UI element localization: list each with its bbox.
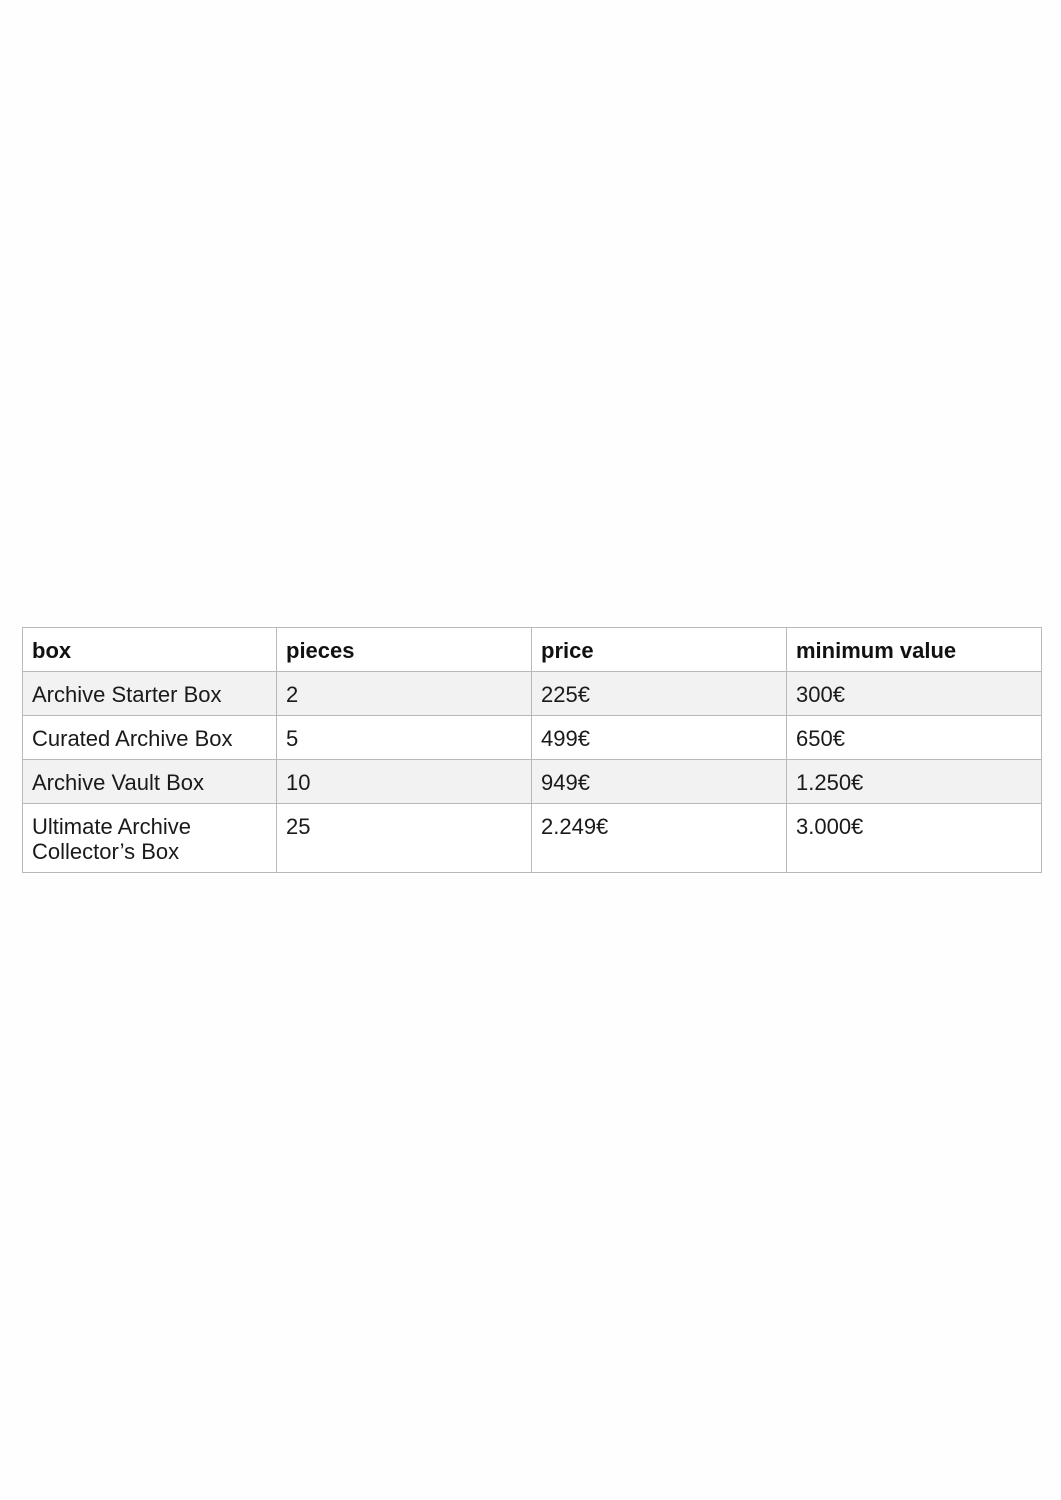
header-box: box bbox=[23, 628, 277, 672]
cell-price: 2.249€ bbox=[532, 804, 787, 873]
cell-minimum-value: 1.250€ bbox=[787, 760, 1042, 804]
cell-box: Ultimate Archive Collector’s Box bbox=[23, 804, 277, 873]
header-row bbox=[23, 628, 1042, 672]
cell-pieces: 25 bbox=[277, 804, 532, 873]
cell-box: Archive Vault Box bbox=[23, 760, 277, 804]
table-row bbox=[23, 760, 1042, 804]
cell-price: 225€ bbox=[532, 672, 787, 716]
table-body bbox=[23, 672, 1042, 873]
header-price: price bbox=[532, 628, 787, 672]
table-row bbox=[23, 672, 1042, 716]
cell-box: Curated Archive Box bbox=[23, 716, 277, 760]
cell-minimum-value: 650€ bbox=[787, 716, 1042, 760]
table-row bbox=[23, 804, 1042, 873]
cell-price: 949€ bbox=[532, 760, 787, 804]
cell-pieces: 10 bbox=[277, 760, 532, 804]
table-header bbox=[23, 628, 1042, 672]
cell-box: Archive Starter Box bbox=[23, 672, 277, 716]
cell-minimum-value: 300€ bbox=[787, 672, 1042, 716]
table-row bbox=[23, 716, 1042, 760]
cell-price: 499€ bbox=[532, 716, 787, 760]
cell-pieces: 2 bbox=[277, 672, 532, 716]
cell-minimum-value: 3.000€ bbox=[787, 804, 1042, 873]
cell-pieces: 5 bbox=[277, 716, 532, 760]
header-minimum-value: minimum value bbox=[787, 628, 1042, 672]
header-pieces: pieces bbox=[277, 628, 532, 672]
boxes-table bbox=[22, 627, 1042, 873]
